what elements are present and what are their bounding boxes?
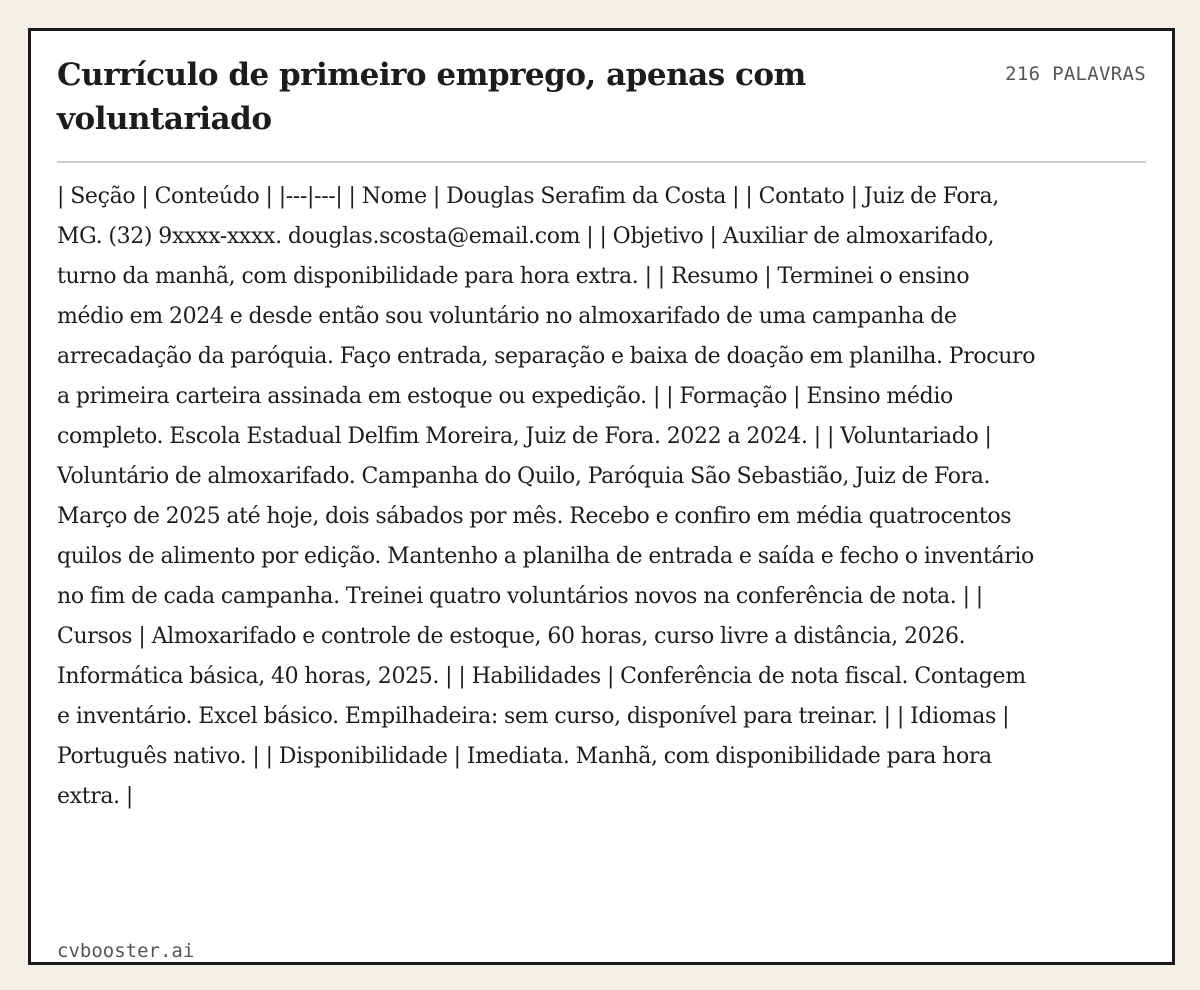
brand-footer: cvbooster.ai: [57, 940, 195, 962]
document-body: | Seção | Conteúdo | |---|---| | Nome | Douglas Serafim da Costa | | Contato | Juiz de Fora, MG. (32) 9xxxx-xxxx. douglas.scosta@email.com | | Objetivo | Auxiliar de almoxarifado, turno da manhã, com disponibilidade para hora extra. | | Resumo | Terminei o ensino médio em 2024 e desde então sou voluntário no almoxarifado de uma campanha de arrecadação da paróquia. Faço entrada, separação e baixa de doação em planilha. Procuro a primeira carteira assinada em estoque ou expedição. | | Formação | Ensino médio completo. Escola Estadual Delfim Moreira, Juiz de Fora. 2022 a 2024. | | Voluntariado | Voluntário de almoxarifado. Campanha do Quilo, Paróquia São Sebastião, Juiz de Fora. Março de 2025 até hoje, dois sábados por mês. Recebo e confiro em média quatrocentos quilos de alimento por edição. Mantenho a planilha de entrada e saída e fecho o inventário no fim de cada campanha. Treinei quatro voluntários novos na conferência de nota. | | Cursos | Almoxarifado e controle de estoque, 60 horas, curso livre a distância, 2026. Informática básica, 40 horas, 2025. | | Habilidades | Conferência de nota fiscal. Contagem e inventário. Excel básico. Empilhadeira: sem curso, disponível para treinar. | | Idiomas | Português nativo. | | Disponibilidade | Imediata. Manhã, com disponibilidade para hora extra. |: [57, 184, 1036, 809]
document-header: [57, 53, 1146, 163]
document-title: Currículo de primeiro emprego, apenas com voluntariado: [57, 57, 806, 137]
word-count-label: 216 PALAVRAS: [1005, 63, 1146, 85]
document-card: [28, 28, 1175, 965]
